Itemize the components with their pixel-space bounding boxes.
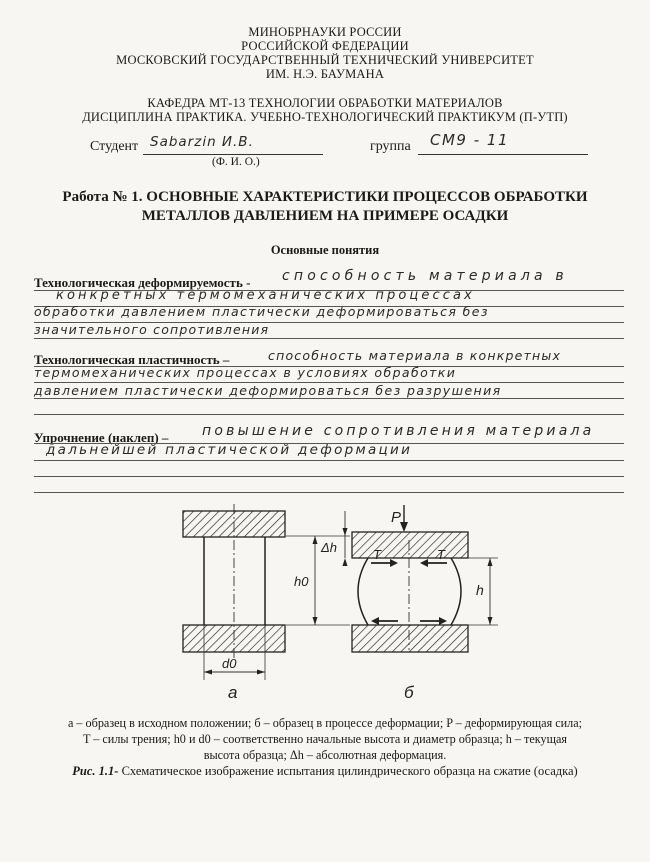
university-name-line: ИМ. Н.Э. БАУМАНА <box>265 67 385 81</box>
student-name: Sabarzin И.В. <box>150 134 254 150</box>
work-title-line1: Работа № 1. ОСНОВНЫЕ ХАРАКТЕРИСТИКИ ПРОЦЕССОВ ОБРАБОТКИ <box>62 189 588 205</box>
h-label: h <box>476 582 484 598</box>
figure-caption-title: Схематическое изображение испытания цилиндрического образца на сжатие (осадка) <box>118 764 578 778</box>
university-line: МОСКОВСКИЙ ГОСУДАРСТВЕННЫЙ ТЕХНИЧЕСКИЙ УНИВЕРСИТЕТ <box>116 53 534 67</box>
height-dimensions <box>286 511 350 625</box>
caption-line1: а – образец в исходном положении; б – образец в процессе деформации; P – деформирующая сила; <box>67 716 583 730</box>
caption-line2: T – силы трения; h0 и d0 – соответственно начальные высота и диаметр образца; h – текущая <box>82 732 568 746</box>
term1-line2: конкретных термомеханических процессах <box>56 288 475 303</box>
term3-line1: повышение сопротивления материала <box>202 423 595 439</box>
specimen-b <box>352 505 498 652</box>
term2-line1: способность материала в конкретных <box>268 348 562 363</box>
discipline-line: ДИСЦИПЛИНА ПРАКТИКА. УЧЕБНО-ТЕХНОЛОГИЧЕСКИЙ ПРАКТИКУМ (П-УТП) <box>82 110 568 124</box>
work-title-line2: МЕТАЛЛОВ ДАВЛЕНИЕМ НА ПРИМЕРЕ ОСАДКИ <box>141 208 509 224</box>
delta-h-label: Δh <box>321 540 337 555</box>
fio-hint: (Ф. И. О.) <box>212 156 260 168</box>
term1-line1: способность материала в <box>282 268 568 284</box>
friction-label-right: T <box>437 547 445 562</box>
subfigure-b-label: б <box>404 683 414 702</box>
h0-label: h0 <box>294 574 309 589</box>
group-label: группа <box>370 139 411 154</box>
ministry-line: МИНОБРНАУКИ РОССИИ <box>248 25 402 39</box>
term2-line3: давлением пластически деформироваться без разрушения <box>34 383 502 398</box>
figure-ref: Рис. 1.1- <box>72 764 119 778</box>
department-line: КАФЕДРА МТ-13 ТЕХНОЛОГИИ ОБРАБОТКИ МАТЕРИАЛОВ <box>147 96 503 110</box>
federation-line: РОССИЙСКОЙ ФЕДЕРАЦИИ <box>241 39 409 53</box>
term1-line4: значительного сопротивления <box>34 322 270 337</box>
subfigure-a-label: а <box>228 683 238 702</box>
term1-line3: обработки давлением пластически деформироваться без <box>34 304 489 319</box>
term3-line2: дальнейшей пластической деформации <box>46 442 413 458</box>
group-value: СМ9 - 11 <box>430 131 509 149</box>
term2-label: Технологическая пластичность – <box>34 352 230 367</box>
d0-label: d0 <box>222 656 237 671</box>
force-label-P: P <box>391 509 402 526</box>
student-label: Студент <box>90 139 139 154</box>
term3-label: Упрочнение (наклеп) – <box>34 430 169 445</box>
figure-caption <box>0 764 650 779</box>
section-heading: Основные понятия <box>270 243 380 257</box>
specimen-a <box>183 504 285 680</box>
term1-label: Технологическая деформируемость - <box>34 275 251 290</box>
caption-line3: высота образца; Δh – абсолютная деформация. <box>203 748 447 762</box>
term2-line2: термомеханических процессах в условиях обработки <box>34 365 457 380</box>
friction-label-left: T <box>373 547 381 562</box>
